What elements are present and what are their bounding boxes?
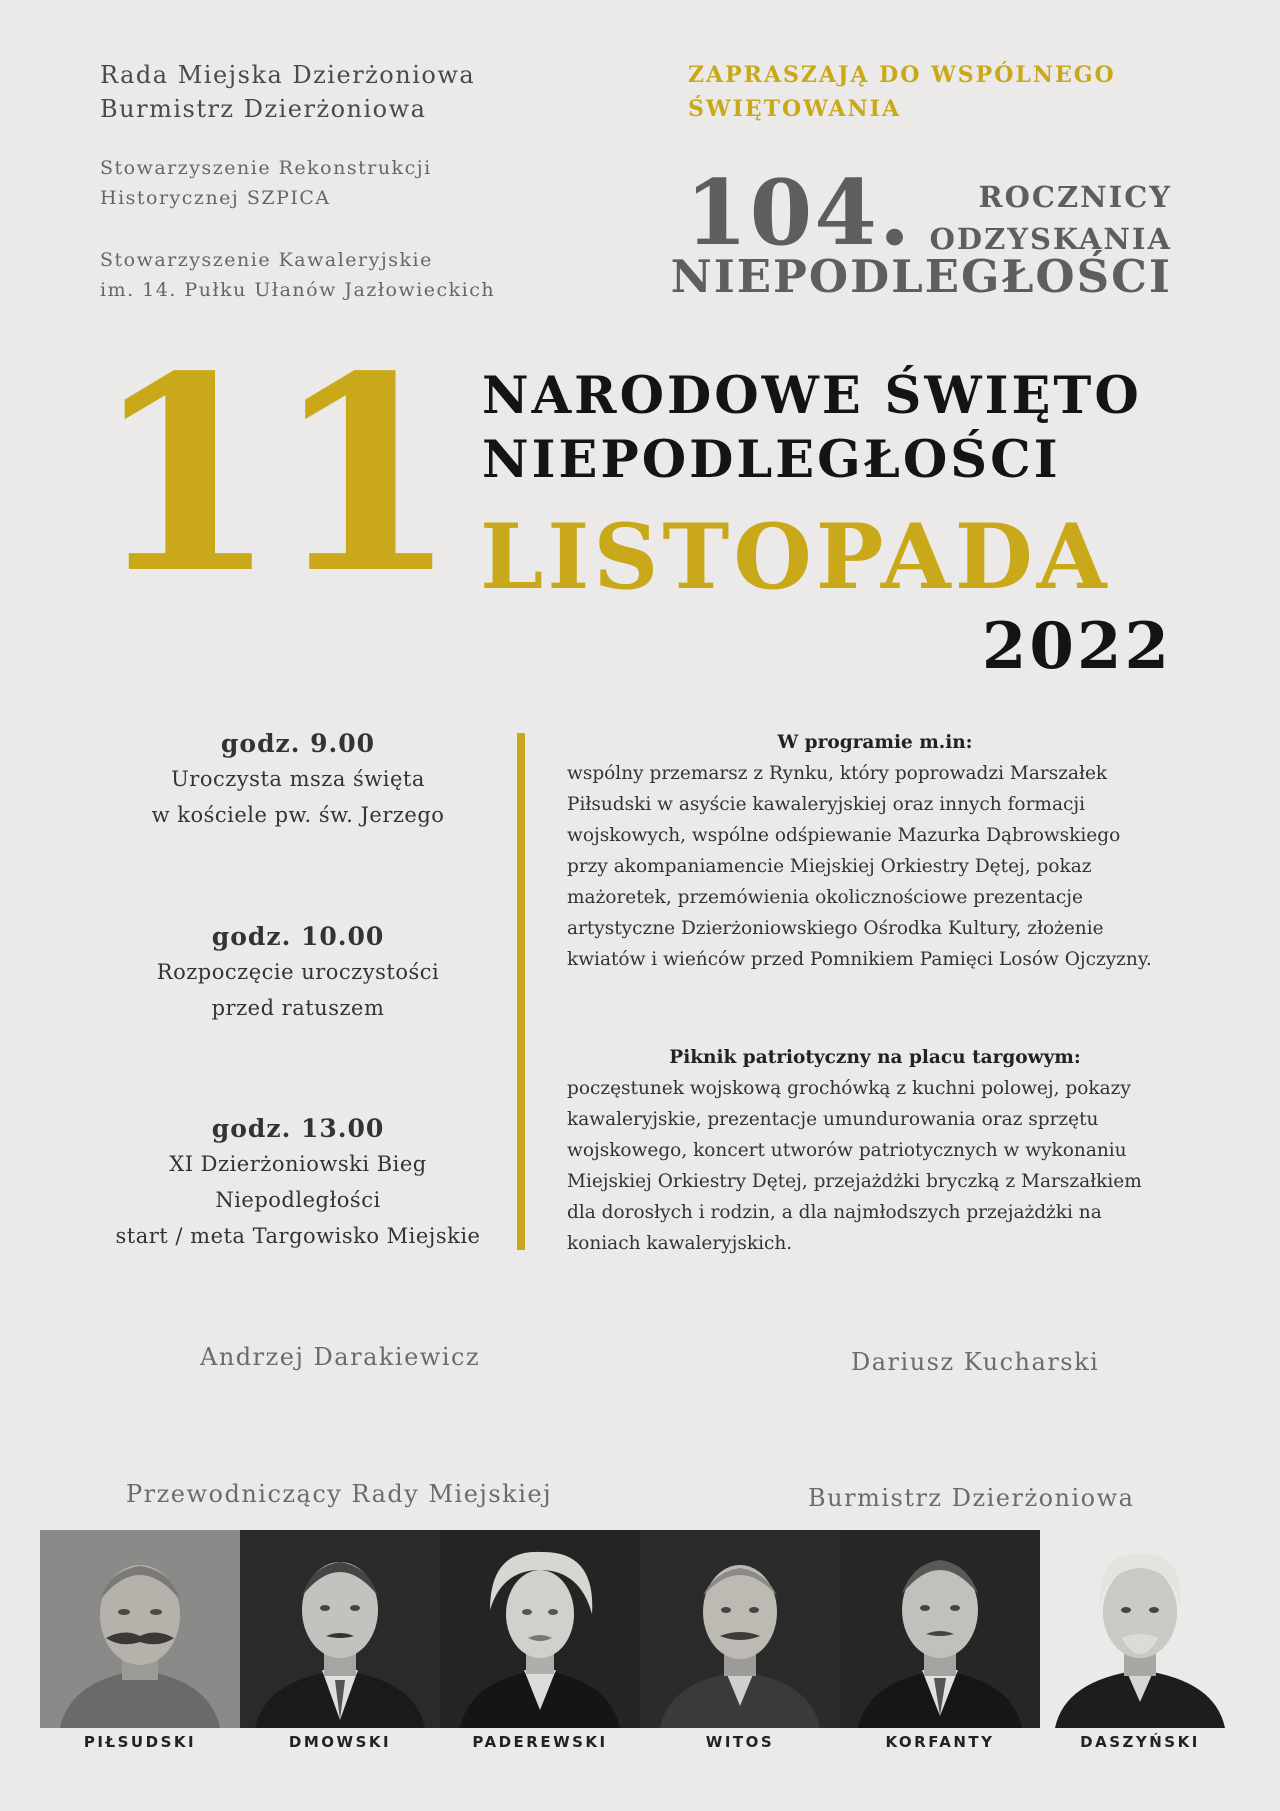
portrait-names bbox=[40, 1730, 1240, 1754]
program-line: wspólny przemarsz z Rynku, który poprowadzi Marszałek bbox=[567, 763, 1108, 784]
picnic-line: kawaleryjskie, prezentacje umundurowania oraz sprzętu bbox=[567, 1109, 1099, 1130]
headline-month: LISTOPADA bbox=[480, 504, 1111, 610]
schedule-item bbox=[98, 1112, 498, 1254]
picnic-heading: Piknik patriotyczny na placu targowym: bbox=[669, 1047, 1081, 1068]
signature-right-role: Burmistrz Dzierżoniowa bbox=[808, 1484, 1135, 1512]
picnic-line: Miejskiej Orkiestry Dętej, przejażdżki bryczką z Marszałkiem bbox=[567, 1171, 1142, 1192]
schedule-desc: w kościele pw. św. Jerzego bbox=[151, 803, 445, 827]
portrait-korfanty bbox=[840, 1530, 1040, 1728]
schedule-time: godz. 13.00 bbox=[211, 1114, 385, 1143]
portrait-name: PADEREWSKI bbox=[472, 1733, 608, 1751]
portrait-name: DASZYŃSKI bbox=[1080, 1733, 1200, 1751]
headline-day: 11 bbox=[92, 318, 453, 633]
organizer-mayor: Burmistrz Dzierżoniowa bbox=[100, 95, 427, 123]
anniversary-number: 104. bbox=[685, 160, 913, 266]
portrait-pilsudski bbox=[40, 1530, 240, 1728]
anniversary-word-odzyskania: ODZYSKANIA bbox=[929, 222, 1172, 256]
organizers-main bbox=[100, 58, 475, 126]
program-section bbox=[567, 727, 1183, 975]
picnic-section bbox=[567, 1042, 1183, 1259]
anniversary-word-niepodleglosci: NIEPODLEGŁOŚCI bbox=[670, 250, 1172, 303]
program-line: artystyczne Dzierżoniowskiego Ośrodka Kultury, złożenie bbox=[567, 918, 1104, 939]
association-cavalry-line1: Stowarzyszenie Kawaleryjskie bbox=[100, 249, 433, 271]
schedule-time: godz. 9.00 bbox=[220, 729, 376, 758]
portrait-name: PIŁSUDSKI bbox=[83, 1733, 197, 1751]
schedule-desc: Uroczysta msza święta bbox=[171, 767, 425, 791]
signature-left-name: Andrzej Darakiewicz bbox=[200, 1343, 481, 1371]
picnic-line: wojskowego, koncert utworów patriotycznych w wykonaniu bbox=[567, 1140, 1127, 1161]
invitation-line2: ŚWIĘTOWANIA bbox=[688, 96, 902, 122]
schedule-desc: Niepodległości bbox=[215, 1188, 381, 1212]
picnic-line: poczęstunek wojskową grochówką z kuchni polowej, pokazy bbox=[567, 1078, 1131, 1099]
association-cavalry-line2: im. 14. Pułku Ułanów Jazłowieckich bbox=[100, 279, 496, 301]
organizer-association-szpica bbox=[100, 153, 432, 213]
program-heading: W programie m.in: bbox=[777, 732, 973, 753]
program-line: kwiatów i wieńców przed Pomnikiem Pamięci Losów Ojczyzny. bbox=[567, 949, 1152, 970]
program-line: mażoretek, przemówienia okolicznościowe prezentacje bbox=[567, 887, 1083, 908]
portrait-daszynski bbox=[1040, 1530, 1240, 1728]
anniversary-word-rocznicy: ROCZNICY bbox=[978, 180, 1172, 214]
organizer-council: Rada Miejska Dzierżoniowa bbox=[100, 61, 476, 89]
association-szpica-line2: Historycznej SZPICA bbox=[100, 187, 331, 209]
schedule-item bbox=[98, 727, 498, 833]
schedule-desc: XI Dzierżoniowski Bieg bbox=[169, 1152, 427, 1176]
association-szpica-line1: Stowarzyszenie Rekonstrukcji bbox=[100, 157, 432, 179]
headline-year: 2022 bbox=[981, 609, 1172, 684]
headline-line2: NIEPODLEGŁOŚCI bbox=[482, 430, 1061, 490]
schedule-desc: start / meta Targowisko Miejskie bbox=[115, 1224, 481, 1248]
schedule-desc: Rozpoczęcie uroczystości bbox=[156, 960, 440, 984]
signature-left-role: Przewodniczący Rady Miejskiej bbox=[126, 1480, 553, 1508]
program-line: Piłsudski w asyście kawaleryjskiej oraz innych formacji bbox=[567, 794, 1085, 815]
portrait-strip bbox=[40, 1530, 1240, 1728]
program-line: przy akompaniamencie Miejskiej Orkiestry Dętej, pokaz bbox=[567, 856, 1092, 877]
program-line: wojskowych, wspólne odśpiewanie Mazurka Dąbrowskiego bbox=[567, 825, 1121, 846]
picnic-line: dla dorosłych i rodzin, a dla najmłodszych przejażdżki na bbox=[567, 1202, 1102, 1223]
portrait-name: KORFANTY bbox=[885, 1733, 995, 1751]
portrait-paderewski bbox=[440, 1530, 640, 1728]
schedule-desc: przed ratuszem bbox=[211, 996, 385, 1020]
schedule-item bbox=[98, 920, 498, 1026]
schedule-time: godz. 10.00 bbox=[211, 922, 385, 951]
headline-line1: NARODOWE ŚWIĘTO bbox=[482, 366, 1142, 426]
organizer-association-cavalry bbox=[100, 245, 495, 305]
picnic-line: koniach kawaleryjskich. bbox=[567, 1233, 793, 1254]
portrait-name: DMOWSKI bbox=[288, 1733, 392, 1751]
divider-line bbox=[517, 733, 525, 1250]
portrait-dmowski bbox=[240, 1530, 440, 1728]
invitation-text bbox=[688, 58, 1116, 126]
portrait-witos bbox=[640, 1530, 840, 1728]
invitation-line1: ZAPRASZAJĄ DO WSPÓLNEGO bbox=[688, 62, 1116, 88]
portrait-name: WITOS bbox=[705, 1733, 775, 1751]
signature-right-name: Dariusz Kucharski bbox=[851, 1348, 1100, 1376]
